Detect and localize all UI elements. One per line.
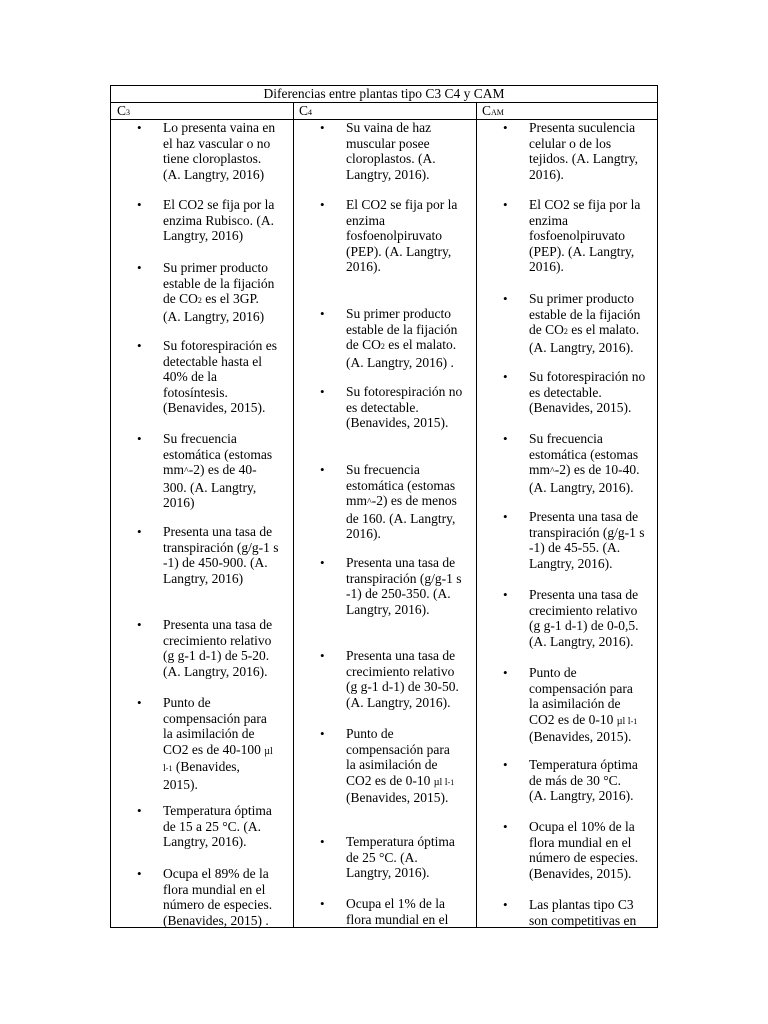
bullet-line: fosfoenolpiruvato (346, 228, 442, 243)
bullet-line: El CO2 se fija por la (346, 197, 458, 212)
bullet-icon: • (320, 834, 325, 849)
bullet-line: la asimilación de (346, 757, 438, 772)
bullet-line: Ocupa el 89% de la (163, 866, 269, 881)
bullet-item (320, 197, 458, 275)
bullet-item (503, 587, 639, 649)
bullet-item (137, 617, 273, 679)
bullet-line: (Benavides, 2015). (163, 400, 266, 415)
bullet-line: Punto de (163, 695, 211, 710)
bullet-icon: • (320, 462, 325, 477)
bullet-line: El CO2 se fija por la (163, 197, 275, 212)
bullet-item (503, 120, 638, 182)
bullet-item (320, 120, 436, 182)
bullet-item (320, 306, 458, 370)
bullet-line: Presenta una tasa de (529, 509, 639, 524)
bullet-line: detectable hasta el (163, 353, 262, 369)
bullet-line: cloroplastos. (A. (346, 151, 436, 166)
bullet-line: 300. (A. Langtry, (163, 479, 257, 495)
bullet-line: Ocupa el 1% de la (346, 896, 445, 911)
bullet-icon: • (137, 524, 142, 539)
bullet-line: transpiración (g/g-1 s (163, 539, 279, 555)
bullet-line: (Benavides, 2015). (529, 400, 632, 415)
bullet-line: fotosíntesis. (163, 384, 228, 400)
bullet-line: 2016). (346, 526, 381, 541)
bullet-line: Su vaina de haz (346, 120, 432, 135)
bullet-line: de CO2 es el malato. (529, 322, 640, 337)
bullet-item (320, 555, 462, 617)
bullet-line: el haz vascular o no (163, 135, 271, 151)
bullet-icon: • (137, 617, 142, 632)
bullet-line: estomática (estomas (163, 446, 273, 462)
bullet-line: Langtry, 2016). (346, 601, 430, 617)
bullet-item (320, 648, 459, 710)
bullet-line: es detectable. (346, 399, 419, 415)
bullet-line: Langtry, 2016). (163, 834, 247, 849)
header-c3 (111, 103, 130, 119)
bullet-line: Su fotorespiración no (346, 384, 463, 399)
bullet-item (137, 524, 279, 586)
bullet-line: flora mundial en el (163, 881, 266, 897)
bullet-item (503, 509, 645, 571)
bullet-item (137, 338, 277, 416)
bullet-line: 2016). (346, 259, 381, 274)
bullet-icon: • (137, 338, 142, 353)
bullet-line: la asimilación de (163, 726, 255, 741)
bullet-icon: • (137, 120, 142, 135)
bullet-line: enzima (529, 212, 568, 228)
bullet-line: Su fotorespiración no (529, 369, 646, 384)
bullet-line: Su frecuencia (529, 431, 603, 446)
bullet-line: l-1 (Benavides, (163, 759, 240, 774)
bullet-icon: • (503, 509, 508, 524)
header-row (111, 103, 657, 120)
bullet-line: Presenta suculencia (529, 120, 636, 135)
bullet-item (320, 384, 463, 431)
bullet-line: número de especies. (163, 897, 273, 912)
bullet-line: Presenta una tasa de (346, 648, 456, 663)
bullet-line: Presenta una tasa de (163, 617, 273, 632)
bullet-line: Las plantas tipo C3 (529, 897, 634, 912)
bullet-icon: • (503, 197, 508, 212)
bullet-item (137, 695, 273, 792)
bullet-line: 2016). (529, 259, 564, 274)
bullet-icon: • (503, 587, 508, 602)
bullet-line: (A. Langtry, 2016). (529, 479, 634, 495)
bullet-item (137, 866, 273, 927)
bullet-line: (Benavides, 2015) . (163, 912, 269, 927)
bullet-line: la asimilación de (529, 696, 621, 711)
header-cam (476, 103, 504, 119)
bullet-line: (A. Langtry, 2016). (346, 694, 451, 710)
bullet-item (320, 462, 457, 542)
bullet-line: 2015). (163, 776, 198, 792)
bullet-line: tiene cloroplastos. (163, 151, 262, 166)
bullet-icon: • (320, 120, 325, 135)
bullet-line: (g g-1 d-1) de 0-0,5. (529, 618, 639, 633)
bullet-line: (A. Langtry, 2016). (529, 633, 634, 649)
bullet-icon: • (503, 120, 508, 135)
bullet-icon: • (320, 306, 325, 321)
bullet-line: Su primer producto (346, 306, 451, 321)
bullet-line: estable de la fijación (529, 306, 641, 322)
bullet-line: Langtry, 2016). (346, 865, 430, 880)
bullet-line: (A. Langtry, 2016). (529, 788, 634, 803)
header-c4 (293, 103, 312, 119)
bullet-icon: • (320, 648, 325, 663)
bullet-item (137, 260, 275, 324)
bullet-item (503, 665, 638, 745)
bullet-item (137, 197, 275, 244)
bullet-line: compensación para (346, 741, 450, 757)
bullet-line: Presenta una tasa de (346, 555, 456, 570)
bullet-line: crecimiento relativo (346, 663, 455, 679)
bullet-icon: • (137, 197, 142, 212)
bullet-item (503, 291, 641, 355)
bullet-icon: • (137, 431, 142, 446)
bullet-line: de 15 a 25 °C. (A. (163, 818, 262, 834)
bullet-line: (Benavides, 2015). (529, 865, 632, 881)
bullet-line: crecimiento relativo (529, 602, 638, 618)
bullet-line: enzima (346, 212, 385, 228)
bullet-icon: • (503, 897, 508, 912)
bullet-line: (A. Langtry, 2016) (163, 166, 265, 182)
table-title (111, 86, 657, 103)
comparison-table (110, 85, 658, 928)
bullet-icon: • (137, 803, 142, 818)
header-cam-main: C (482, 103, 492, 118)
bullet-line: número de especies. (529, 850, 639, 865)
bullet-line: estable de la fijación (163, 275, 275, 291)
bullet-line: -1) de 450-900. (A. (163, 555, 268, 570)
bullet-icon: • (320, 726, 325, 741)
bullet-item (320, 726, 455, 806)
bullet-line: 2016). (529, 166, 564, 182)
bullet-line: CO2 es de 0-10 µl l-1 (346, 772, 455, 788)
bullet-icon: • (137, 260, 142, 275)
bullet-item (503, 431, 640, 495)
bullet-line: tejidos. (A. Langtry, (529, 151, 638, 166)
bullet-item (503, 757, 638, 804)
bullet-line: Su frecuencia (163, 431, 237, 446)
bullet-line: es detectable. (529, 384, 602, 400)
bullet-line: mm^-2) es de 40- (163, 462, 257, 477)
bullet-line: de más de 30 °C. (529, 772, 622, 788)
bullet-line: flora mundial en el (346, 911, 449, 927)
bullet-line: mm^-2) es de menos (346, 493, 457, 508)
bullet-line: transpiración (g/g-1 s (346, 570, 462, 586)
bullet-icon: • (137, 695, 142, 710)
bullet-line: estable de la fijación (346, 321, 458, 337)
bullet-line: muscular posee (346, 135, 430, 151)
bullet-icon: • (503, 369, 508, 384)
column-c3 (111, 120, 292, 927)
header-cam-sub: AM (491, 108, 504, 117)
bullet-line: El CO2 se fija por la (529, 197, 641, 212)
bullet-line: (Benavides, 2015). (346, 790, 449, 805)
bullet-item (320, 896, 449, 927)
bullet-line: son competitivas en (529, 912, 637, 927)
bullet-item (503, 369, 646, 416)
bullet-line: -1) de 250-350. (A. (346, 586, 451, 601)
header-c3-sub: 3 (126, 108, 131, 117)
bullet-line: Temperatura óptima (346, 834, 455, 849)
bullet-icon: • (503, 291, 508, 306)
bullet-line: mm^-2) es de 10-40. (529, 462, 640, 477)
bullet-line: (Benavides, 2015). (346, 415, 449, 430)
bullet-line: (A. Langtry, 2016) (163, 308, 265, 324)
bullet-line: transpiración (g/g-1 s (529, 524, 645, 540)
bullet-line: 2016) (163, 495, 195, 510)
bullet-line: (g g-1 d-1) de 30-50. (346, 679, 459, 694)
bullet-line: CO2 es de 0-10 µl l-1 (529, 711, 638, 727)
bullet-line: 40% de la (163, 369, 217, 384)
bullet-icon: • (503, 665, 508, 680)
bullet-line: Presenta una tasa de (529, 587, 639, 602)
column-c4 (294, 120, 475, 927)
bullet-icon: • (320, 384, 325, 399)
header-c4-main: C (299, 103, 309, 118)
bullet-line: fosfoenolpiruvato (529, 228, 625, 243)
bullet-line: Su frecuencia (346, 462, 420, 477)
bullet-icon: • (503, 819, 508, 834)
bullet-line: (Benavides, 2015). (529, 729, 632, 744)
bullet-line: Ocupa el 10% de la (529, 819, 635, 834)
bullet-line: (A. Langtry, 2016). (529, 339, 634, 355)
bullet-item (137, 431, 273, 511)
bullet-line: Su primer producto (529, 291, 634, 306)
bullet-line: Temperatura óptima (163, 803, 272, 818)
bullet-item (503, 897, 637, 927)
bullet-item (137, 803, 272, 850)
bullet-line: Langtry, 2016) (163, 228, 244, 243)
bullet-line: flora mundial en el (529, 834, 632, 850)
bullet-line: Langtry, 2016) (163, 570, 244, 586)
bullet-line: de CO2 es el malato. (346, 337, 457, 352)
column-cam (477, 120, 657, 927)
bullet-line: compensación para (163, 710, 267, 726)
bullet-line: de 25 °C. (A. (346, 849, 418, 865)
bullet-line: -1) de 45-55. (A. (529, 540, 621, 555)
header-c4-sub: 4 (308, 108, 313, 117)
bullet-line: Langtry, 2016). (346, 166, 430, 182)
bullet-line: de 160. (A. Langtry, (346, 510, 456, 526)
bullet-icon: • (320, 197, 325, 212)
bullet-line: Punto de (346, 726, 394, 741)
bullet-icon: • (320, 555, 325, 570)
bullet-icon: • (503, 431, 508, 446)
bullet-item (320, 834, 455, 881)
bullet-line: (g g-1 d-1) de 5-20. (163, 648, 270, 663)
bullet-line: (A. Langtry, 2016). (163, 663, 268, 679)
bullet-line: enzima Rubisco. (A. (163, 212, 274, 228)
bullet-line: (PEP). (A. Langtry, (346, 243, 452, 259)
bullet-line: Presenta una tasa de (163, 524, 273, 539)
bullet-item (503, 197, 641, 275)
bullet-item (137, 120, 276, 182)
bullet-line: estomática (estomas (346, 477, 456, 493)
header-c3-main: C (117, 103, 127, 118)
bullet-line: crecimiento relativo (163, 632, 272, 648)
bullet-line: compensación para (529, 680, 633, 696)
bullet-line: CO2 es de 40-100 µl (163, 741, 273, 757)
bullet-line: Langtry, 2016). (529, 555, 613, 571)
bullet-line: celular o de los (529, 135, 612, 151)
bullet-icon: • (320, 896, 325, 911)
bullet-line: Temperatura óptima (529, 757, 638, 772)
bullet-item (503, 819, 639, 881)
bullet-line: (PEP). (A. Langtry, (529, 243, 635, 259)
bullet-icon: • (503, 757, 508, 772)
bullet-line: de CO2 es el 3GP. (163, 291, 259, 306)
bullet-line: Su primer producto (163, 260, 268, 275)
table-title-text: Diferencias entre plantas tipo C3 C4 y CAM (263, 86, 505, 101)
bullet-line: (A. Langtry, 2016) . (346, 354, 454, 370)
bullet-line: Lo presenta vaina en (163, 120, 276, 135)
bullet-icon: • (137, 866, 142, 881)
bullet-line: estomática (estomas (529, 446, 639, 462)
bullet-line: Su fotorespiración es (163, 338, 277, 353)
bullet-line: Punto de (529, 665, 577, 680)
